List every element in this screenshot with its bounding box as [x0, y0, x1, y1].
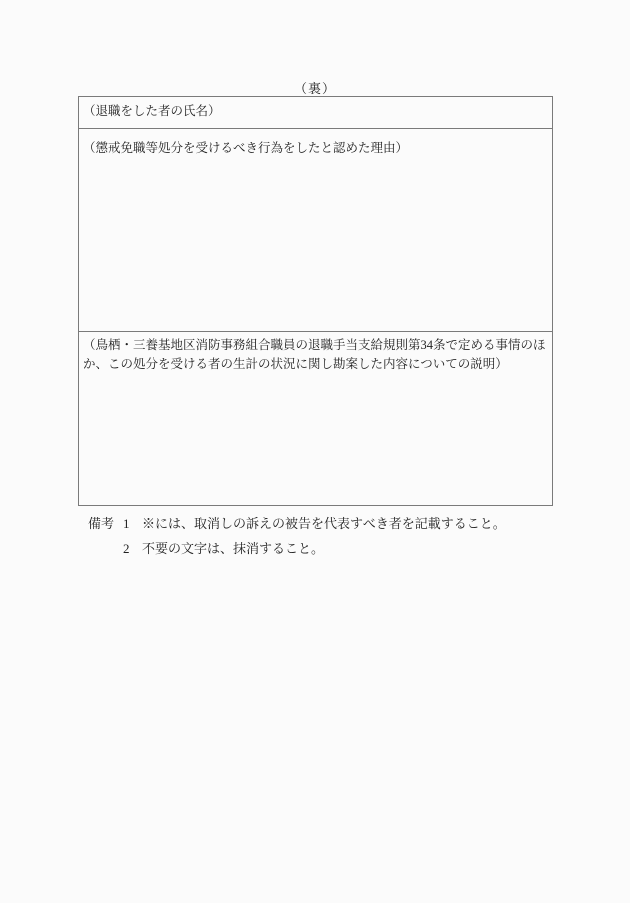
remarks — [88, 514, 506, 558]
remarks-item-2-text: 不要の文字は、抹消すること。 — [142, 541, 325, 556]
field-retiree-name-label: （退職をした者の氏名） — [83, 104, 221, 118]
remarks-item-2 — [88, 539, 506, 558]
remarks-heading: 備考 — [88, 516, 115, 531]
page-side-label: （裏） — [293, 81, 336, 96]
form-table — [78, 96, 553, 506]
remarks-heading-spacer — [88, 539, 123, 558]
remarks-item-1 — [88, 514, 506, 533]
field-dismissal-reason-label: （懲戒免職等処分を受けるべき行為をしたと認めた理由） — [83, 141, 409, 155]
remarks-item-1-number: 1 — [123, 516, 130, 531]
field-livelihood-explanation-label: （鳥栖・三養基地区消防事務組合職員の退職手当支給規則第34条で定める事情のほか、この処分を受ける者の生計の状況に関し勘案した内容についての説明） — [83, 338, 546, 371]
remarks-item-2-number: 2 — [123, 541, 130, 556]
field-dismissal-reason — [79, 129, 552, 332]
field-livelihood-explanation — [79, 332, 552, 505]
field-retiree-name — [79, 97, 552, 129]
remarks-item-1-text: ※には、取消しの訴えの被告を代表すべき者を記載すること。 — [142, 516, 506, 531]
